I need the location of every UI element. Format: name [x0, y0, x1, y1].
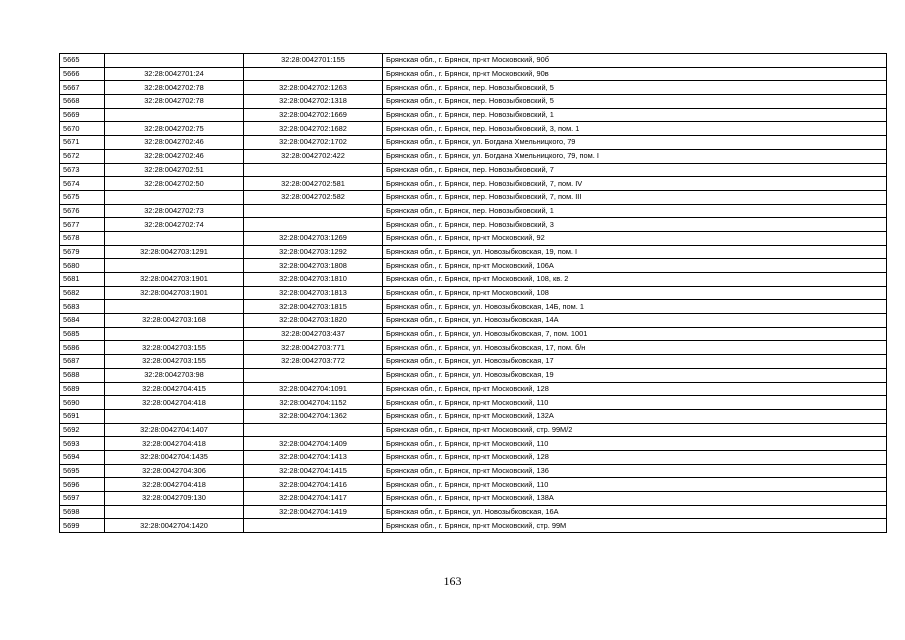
table-row: [60, 505, 887, 519]
parcel-number-cell: 32:28:0042704:1435: [105, 450, 244, 464]
row-number-cell: 5676: [60, 204, 105, 218]
parcel-number-cell: 32:28:0042702:78: [105, 95, 244, 109]
object-number-cell: 32:28:0042702:581: [244, 177, 383, 191]
address-cell: Брянская обл., г. Брянск, пр-кт Московский, 136: [383, 464, 887, 478]
object-number-cell: 32:28:0042704:1152: [244, 396, 383, 410]
table-row: [60, 396, 887, 410]
parcel-number-cell: 32:28:0042702:74: [105, 218, 244, 232]
parcel-number-cell: [105, 108, 244, 122]
table-row: [60, 409, 887, 423]
row-number-cell: 5667: [60, 81, 105, 95]
object-number-cell: 32:28:0042703:437: [244, 327, 383, 341]
table-row: [60, 136, 887, 150]
parcel-number-cell: 32:28:0042702:50: [105, 177, 244, 191]
object-number-cell: 32:28:0042704:1416: [244, 478, 383, 492]
address-cell: Брянская обл., г. Брянск, пр-кт Московский, стр. 99М/2: [383, 423, 887, 437]
parcel-number-cell: 32:28:0042703:1291: [105, 245, 244, 259]
object-number-cell: [244, 423, 383, 437]
row-number-cell: 5687: [60, 355, 105, 369]
row-number-cell: 5690: [60, 396, 105, 410]
table-row: [60, 300, 887, 314]
address-cell: Брянская обл., г. Брянск, ул. Богдана Хмельницкого, 79, пом. I: [383, 149, 887, 163]
address-cell: Брянская обл., г. Брянск, пер. Новозыбковский, 5: [383, 95, 887, 109]
object-number-cell: 32:28:0042703:1813: [244, 286, 383, 300]
row-number-cell: 5698: [60, 505, 105, 519]
object-number-cell: 32:28:0042704:1415: [244, 464, 383, 478]
address-cell: Брянская обл., г. Брянск, ул. Богдана Хмельницкого, 79: [383, 136, 887, 150]
row-number-cell: 5691: [60, 409, 105, 423]
address-cell: Брянская обл., г. Брянск, пер. Новозыбковский, 1: [383, 108, 887, 122]
object-number-cell: 32:28:0042703:1292: [244, 245, 383, 259]
row-number-cell: 5695: [60, 464, 105, 478]
address-cell: Брянская обл., г. Брянск, пер. Новозыбковский, 7, пом. III: [383, 190, 887, 204]
parcel-number-cell: 32:28:0042704:418: [105, 478, 244, 492]
address-cell: Брянская обл., г. Брянск, ул. Новозыбковская, 17: [383, 355, 887, 369]
address-cell: Брянская обл., г. Брянск, пр-кт Московский, 132А: [383, 409, 887, 423]
address-cell: Брянская обл., г. Брянск, пр-кт Московский, 128: [383, 382, 887, 396]
address-cell: Брянская обл., г. Брянск, пр-кт Московский, 90в: [383, 67, 887, 81]
row-number-cell: 5683: [60, 300, 105, 314]
row-number-cell: 5670: [60, 122, 105, 136]
address-cell: Брянская обл., г. Брянск, пр-кт Московский, 90б: [383, 54, 887, 68]
parcel-number-cell: [105, 259, 244, 273]
table-row: [60, 245, 887, 259]
parcel-number-cell: [105, 327, 244, 341]
row-number-cell: 5699: [60, 519, 105, 533]
cadastral-table: [59, 53, 887, 533]
table-row: [60, 492, 887, 506]
table-row: [60, 450, 887, 464]
table-row: [60, 286, 887, 300]
parcel-number-cell: 32:28:0042702:75: [105, 122, 244, 136]
parcel-number-cell: 32:28:0042703:1901: [105, 273, 244, 287]
address-cell: Брянская обл., г. Брянск, пр-кт Московский, 138А: [383, 492, 887, 506]
row-number-cell: 5689: [60, 382, 105, 396]
address-cell: Брянская обл., г. Брянск, пер. Новозыбковский, 3: [383, 218, 887, 232]
parcel-number-cell: 32:28:0042703:155: [105, 341, 244, 355]
table-row: [60, 177, 887, 191]
table-row: [60, 190, 887, 204]
row-number-cell: 5693: [60, 437, 105, 451]
address-cell: Брянская обл., г. Брянск, ул. Новозыбковская, 14Б, пом. 1: [383, 300, 887, 314]
address-cell: Брянская обл., г. Брянск, пр-кт Московский, стр. 99М: [383, 519, 887, 533]
object-number-cell: [244, 519, 383, 533]
row-number-cell: 5677: [60, 218, 105, 232]
table-row: [60, 519, 887, 533]
table-row: [60, 67, 887, 81]
row-number-cell: 5696: [60, 478, 105, 492]
address-cell: Брянская обл., г. Брянск, пер. Новозыбковский, 7: [383, 163, 887, 177]
parcel-number-cell: 32:28:0042709:130: [105, 492, 244, 506]
table-row: [60, 218, 887, 232]
table-row: [60, 327, 887, 341]
row-number-cell: 5678: [60, 231, 105, 245]
parcel-number-cell: 32:28:0042702:46: [105, 149, 244, 163]
row-number-cell: 5665: [60, 54, 105, 68]
object-number-cell: [244, 204, 383, 218]
address-cell: Брянская обл., г. Брянск, ул. Новозыбковская, 7, пом. 1001: [383, 327, 887, 341]
object-number-cell: 32:28:0042703:771: [244, 341, 383, 355]
table-row: [60, 273, 887, 287]
object-number-cell: [244, 218, 383, 232]
row-number-cell: 5681: [60, 273, 105, 287]
parcel-number-cell: 32:28:0042701:24: [105, 67, 244, 81]
row-number-cell: 5675: [60, 190, 105, 204]
object-number-cell: 32:28:0042704:1419: [244, 505, 383, 519]
object-number-cell: 32:28:0042703:1815: [244, 300, 383, 314]
parcel-number-cell: 32:28:0042702:46: [105, 136, 244, 150]
address-cell: Брянская обл., г. Брянск, пр-кт Московский, 92: [383, 231, 887, 245]
page-number: 163: [443, 574, 462, 588]
object-number-cell: 32:28:0042702:1669: [244, 108, 383, 122]
row-number-cell: 5668: [60, 95, 105, 109]
table-row: [60, 54, 887, 68]
object-number-cell: 32:28:0042704:1362: [244, 409, 383, 423]
row-number-cell: 5673: [60, 163, 105, 177]
table-row: [60, 81, 887, 95]
object-number-cell: 32:28:0042702:1682: [244, 122, 383, 136]
parcel-number-cell: 32:28:0042703:1901: [105, 286, 244, 300]
table-row: [60, 423, 887, 437]
object-number-cell: 32:28:0042704:1409: [244, 437, 383, 451]
table-row: [60, 341, 887, 355]
object-number-cell: 32:28:0042702:1702: [244, 136, 383, 150]
address-cell: Брянская обл., г. Брянск, пер. Новозыбковский, 7, пом. IV: [383, 177, 887, 191]
object-number-cell: 32:28:0042704:1417: [244, 492, 383, 506]
parcel-number-cell: 32:28:0042703:168: [105, 314, 244, 328]
parcel-number-cell: 32:28:0042704:306: [105, 464, 244, 478]
row-number-cell: 5686: [60, 341, 105, 355]
table-row: [60, 314, 887, 328]
row-number-cell: 5669: [60, 108, 105, 122]
object-number-cell: 32:28:0042703:1808: [244, 259, 383, 273]
object-number-cell: 32:28:0042703:1820: [244, 314, 383, 328]
address-cell: Брянская обл., г. Брянск, пр-кт Московский, 106А: [383, 259, 887, 273]
parcel-number-cell: 32:28:0042704:415: [105, 382, 244, 396]
parcel-number-cell: [105, 190, 244, 204]
parcel-number-cell: [105, 505, 244, 519]
parcel-number-cell: 32:28:0042704:1407: [105, 423, 244, 437]
object-number-cell: [244, 368, 383, 382]
table-row: [60, 163, 887, 177]
parcel-number-cell: 32:28:0042704:418: [105, 396, 244, 410]
table-row: [60, 149, 887, 163]
table-row: [60, 437, 887, 451]
parcel-number-cell: 32:28:0042702:73: [105, 204, 244, 218]
object-number-cell: 32:28:0042704:1091: [244, 382, 383, 396]
object-number-cell: [244, 163, 383, 177]
object-number-cell: 32:28:0042703:772: [244, 355, 383, 369]
row-number-cell: 5666: [60, 67, 105, 81]
table-row: [60, 204, 887, 218]
table-row: [60, 95, 887, 109]
row-number-cell: 5671: [60, 136, 105, 150]
row-number-cell: 5674: [60, 177, 105, 191]
parcel-number-cell: [105, 54, 244, 68]
object-number-cell: 32:28:0042701:155: [244, 54, 383, 68]
row-number-cell: 5679: [60, 245, 105, 259]
row-number-cell: 5694: [60, 450, 105, 464]
address-cell: Брянская обл., г. Брянск, пер. Новозыбковский, 1: [383, 204, 887, 218]
parcel-number-cell: 32:28:0042702:51: [105, 163, 244, 177]
table-row: [60, 464, 887, 478]
object-number-cell: 32:28:0042703:1810: [244, 273, 383, 287]
parcel-number-cell: 32:28:0042703:98: [105, 368, 244, 382]
address-cell: Брянская обл., г. Брянск, ул. Новозыбковская, 19: [383, 368, 887, 382]
object-number-cell: 32:28:0042702:1318: [244, 95, 383, 109]
table-row: [60, 108, 887, 122]
row-number-cell: 5692: [60, 423, 105, 437]
object-number-cell: [244, 67, 383, 81]
row-number-cell: 5680: [60, 259, 105, 273]
address-cell: Брянская обл., г. Брянск, пр-кт Московский, 108: [383, 286, 887, 300]
row-number-cell: 5688: [60, 368, 105, 382]
row-number-cell: 5685: [60, 327, 105, 341]
parcel-number-cell: [105, 409, 244, 423]
parcel-number-cell: [105, 231, 244, 245]
table-row: [60, 382, 887, 396]
parcel-number-cell: 32:28:0042703:155: [105, 355, 244, 369]
address-cell: Брянская обл., г. Брянск, ул. Новозыбковская, 19, пом. I: [383, 245, 887, 259]
row-number-cell: 5697: [60, 492, 105, 506]
address-cell: Брянская обл., г. Брянск, ул. Новозыбковская, 14А: [383, 314, 887, 328]
table-row: [60, 259, 887, 273]
address-cell: Брянская обл., г. Брянск, пер. Новозыбковский, 5: [383, 81, 887, 95]
table-row: [60, 368, 887, 382]
address-cell: Брянская обл., г. Брянск, пр-кт Московский, 110: [383, 478, 887, 492]
table-body: [60, 54, 887, 533]
address-cell: Брянская обл., г. Брянск, ул. Новозыбковская, 17, пом. б/н: [383, 341, 887, 355]
parcel-number-cell: [105, 300, 244, 314]
address-cell: Брянская обл., г. Брянск, пер. Новозыбковский, 3, пом. 1: [383, 122, 887, 136]
address-cell: Брянская обл., г. Брянск, пр-кт Московский, 128: [383, 450, 887, 464]
row-number-cell: 5684: [60, 314, 105, 328]
row-number-cell: 5672: [60, 149, 105, 163]
address-cell: Брянская обл., г. Брянск, пр-кт Московский, 110: [383, 437, 887, 451]
table-row: [60, 355, 887, 369]
object-number-cell: 32:28:0042702:422: [244, 149, 383, 163]
object-number-cell: 32:28:0042703:1269: [244, 231, 383, 245]
object-number-cell: 32:28:0042702:582: [244, 190, 383, 204]
table-row: [60, 122, 887, 136]
parcel-number-cell: 32:28:0042704:418: [105, 437, 244, 451]
row-number-cell: 5682: [60, 286, 105, 300]
parcel-number-cell: 32:28:0042702:78: [105, 81, 244, 95]
object-number-cell: 32:28:0042704:1413: [244, 450, 383, 464]
address-cell: Брянская обл., г. Брянск, пр-кт Московский, 108, кв. 2: [383, 273, 887, 287]
address-cell: Брянская обл., г. Брянск, пр-кт Московский, 110: [383, 396, 887, 410]
table-row: [60, 478, 887, 492]
parcel-number-cell: 32:28:0042704:1420: [105, 519, 244, 533]
address-cell: Брянская обл., г. Брянск, ул. Новозыбковская, 16А: [383, 505, 887, 519]
table-row: [60, 231, 887, 245]
object-number-cell: 32:28:0042702:1263: [244, 81, 383, 95]
